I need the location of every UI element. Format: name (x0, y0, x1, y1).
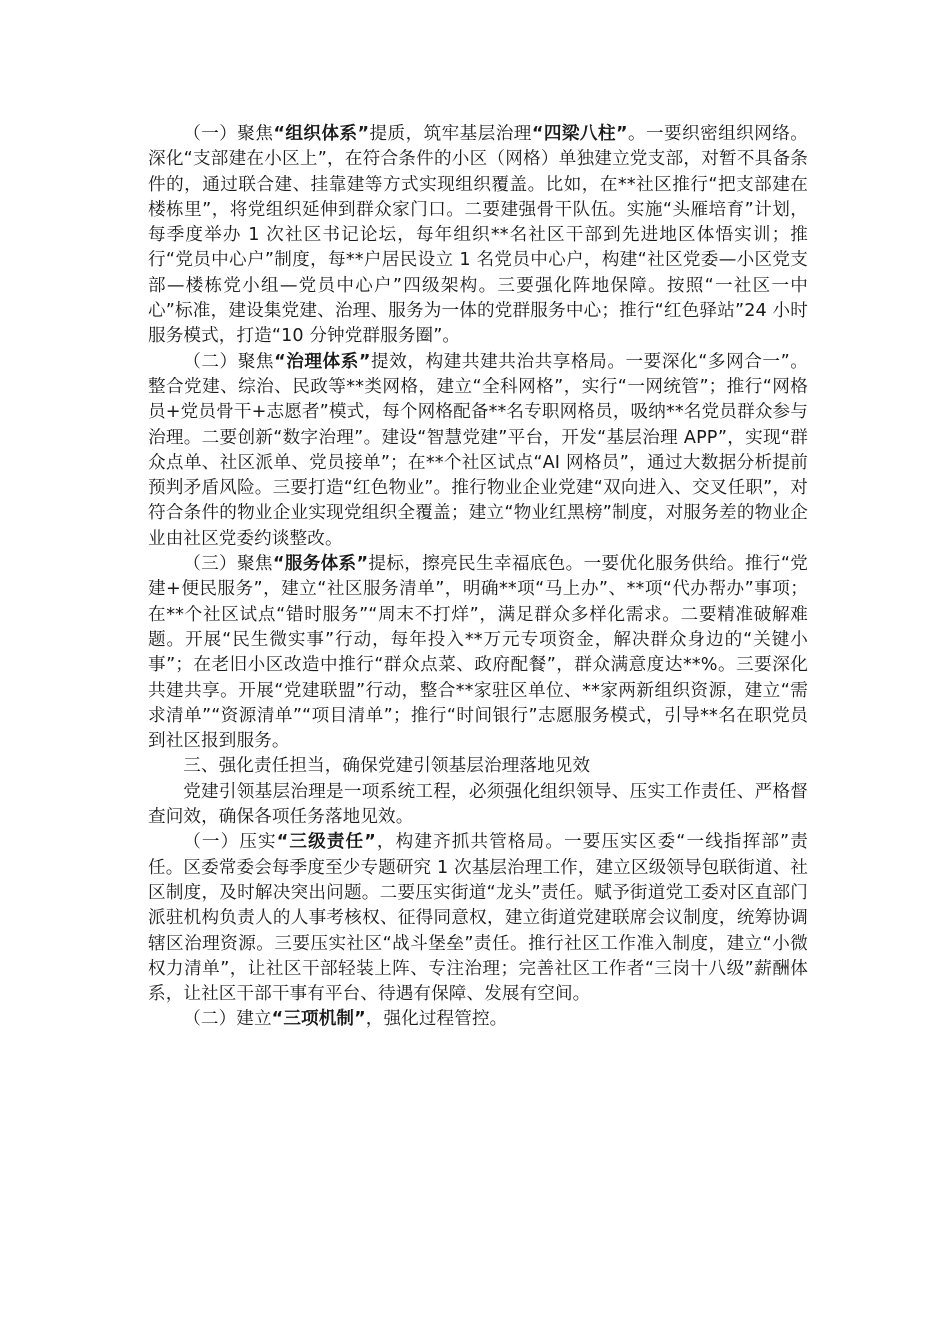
paragraph-org-system (148, 122, 808, 350)
p6-text: ，构建齐抓共管格局。一要压实区委“一线指挥部”责任。区委常委会每季度至少专题研究 1 次基层治理工作，建立区级领导包联街道、社区制度，及时解决突出问题。二要压实街道“龙头”责任。赋予街道党工委对区直部门派驻机构负责人的人事考核权、征得同意权，建立街道党建联席会议制度，统筹协调辖区治理资源。三要压实社区“战斗堡垒”责任。推行社区工作准入制度，建立“小微权力清单”，让社区干部轻装上阵、专注治理；完善社区工作者“三岗十八级”薪酬体系，让社区干部干事有平台、待遇有保障、发展有空间。 (148, 832, 808, 1005)
p3-text: 提标，擦亮民生幸福底色。一要优化服务供给。推行“党建+便民服务”，建立“社区服务清单”，明确**项“马上办”、**项“代办帮办”事项；在**个社区试点“错时服务”“周末不打烊”，满足群众多样化需求。二要精准破解难题。开展“民生微实事”行动，每年投入**万元专项资金，解决群众身边的“关键小事”；在老旧小区改造中推行“群众点菜、政府配餐”，群众满意度达**%。三要深化共建共享。开展“党建联盟”行动，整合**家驻区单位、**家两新组织资源，建立“需求清单”“资源清单”“项目清单”；推行“时间银行”志愿服务模式，引导**名在职党员到社区报到服务。 (148, 554, 808, 752)
p6-lead: （一）压实 (183, 832, 277, 853)
p7-keyword-three-mechanisms: “三项机制” (271, 1009, 366, 1030)
p2-lead: （二）聚焦 (183, 351, 275, 372)
p2-keyword-governance: “治理体系” (274, 351, 371, 372)
paragraph-governance-system (148, 350, 808, 552)
p6-keyword-three-level: “三级责任” (276, 832, 376, 853)
p3-lead: （三）聚焦 (183, 554, 273, 575)
p1-lead: （一）聚焦 (183, 124, 274, 144)
p7-lead: （二）建立 (183, 1009, 272, 1030)
p1-keyword-four-beams: “四梁八柱” (531, 124, 628, 144)
p5-text: 党建引领基层治理是一项系统工程，必须强化组织领导、压实工作责任、严格督查问效，确保各项任务落地见效。 (148, 781, 808, 828)
paragraph-three-mechanisms (148, 1007, 808, 1032)
p1-keyword-org-system: “组织体系” (273, 124, 370, 144)
p3-keyword-service: “服务体系” (272, 554, 369, 575)
paragraph-three-level-responsibility (148, 830, 808, 1007)
p4-heading-text: 三、强化责任担当，确保党建引领基层治理落地见效 (183, 756, 591, 777)
section-heading-responsibility (148, 754, 808, 779)
document-page (148, 122, 808, 1033)
paragraph-service-system (148, 552, 808, 754)
p7-text: ，强化过程管控。 (365, 1009, 508, 1030)
p1-text-b: 。一要织密组织网络。深化“支部建在小区上”，在符合条件的小区（网格）单独建立党支部，对暂不具备条件的，通过联合建、挂靠建等方式实现组织覆盖。比如，在**社区推行“把支部建在楼栋里”，将党组织延伸到群众家门口。二要建强骨干队伍。实施“头雁培育”计划，每季度举办 1 次社区书记论坛，每年组织**名社区干部到先进地区体悟实训；推行“党员中心户”制度，每**户居民设立 1 名党员中心户，构建“社区党委—小区党支部—楼栋党小组—党员中心户”四级架构。三要强化阵地保障。按照“一社区一中心”标准，建设集党建、治理、服务为一体的党群服务中心；推行“红色驿站”24 小时服务模式，打造“10 分钟党群服务圈”。 (148, 124, 808, 347)
p2-text: 提效，构建共建共治共享格局。一要深化“多网合一”。整合党建、综治、民政等**类网格，建立“全科网格”，实行“一网统管”；推行“网格员+党员骨干+志愿者”模式，每个网格配备**名专职网格员，吸纳**名党员群众参与治理。二要创新“数字治理”。建设“智慧党建”平台，开发“基层治理 APP”，实现“群众点单、社区派单、党员接单”；在**个社区试点“AI 网格员”，通过大数据分析提前预判矛盾风险。三要打造“红色物业”。推行物业企业党建“双向进入、交叉任职”，对符合条件的物业企业实现党组织全覆盖；建立“物业红黑榜”制度，对服务差的物业企业由社区党委约谈整改。 (148, 351, 808, 549)
paragraph-intro-responsibility (148, 780, 808, 831)
p1-text-a: 提质，筑牢基层治理 (369, 124, 532, 144)
